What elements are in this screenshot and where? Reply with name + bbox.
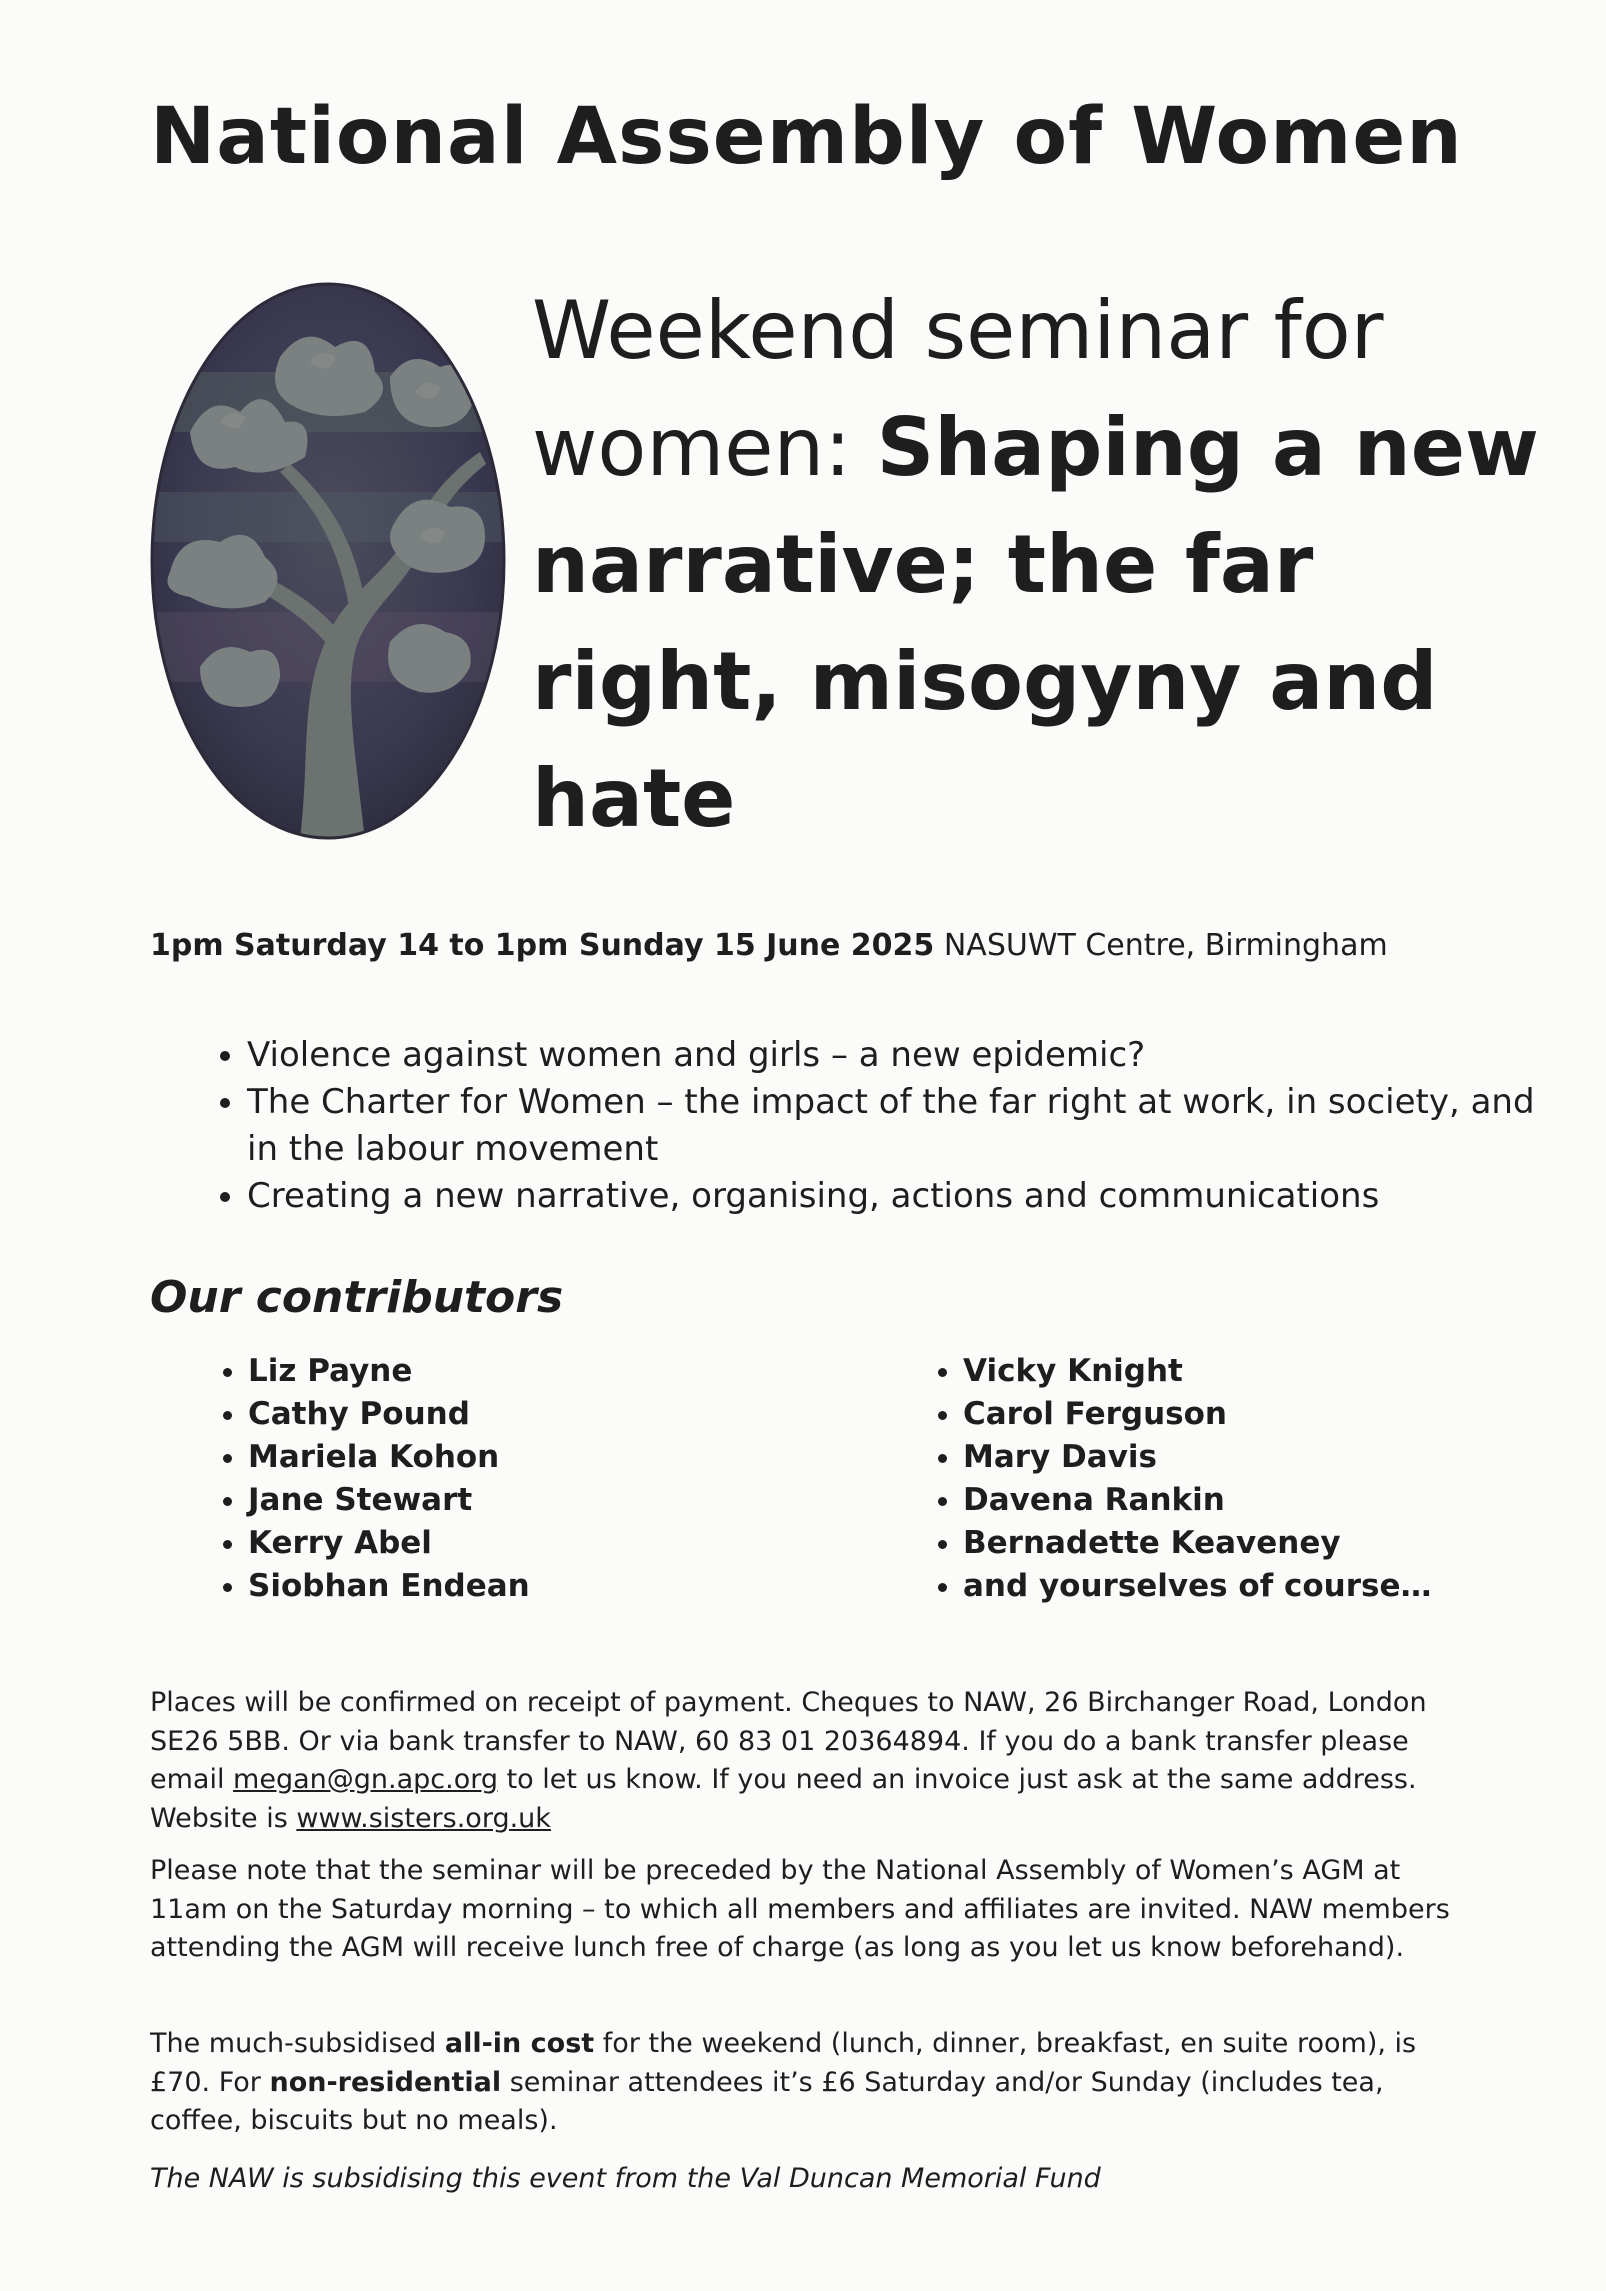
agm-paragraph: Please note that the seminar will be preceded by the National Assembly of Women’s AGM at 11am on the Saturday morning – to which all members and affiliates are invited. NAW members attending the AGM will receive lunch free of charge (as long as you let us know beforehand).	[150, 1855, 1450, 1963]
topic-item: • Creating a new narrative, organising, actions and communications	[247, 1173, 1537, 1220]
contributor-name: • Siobhan Endean	[248, 1565, 768, 1608]
contributor-name: • Liz Payne	[248, 1350, 768, 1393]
website-link[interactable]: www.sisters.org.uk	[296, 1802, 551, 1834]
contributors-heading: Our contributors	[150, 1272, 564, 1323]
payment-paragraph	[150, 1684, 1470, 1838]
cost-text: for the weekend (lunch, dinner, breakfast, en suite room), is £70. For	[150, 2028, 1417, 2098]
contributor-name: • Vicky Knight	[963, 1350, 1603, 1393]
topic-item: • Violence against women and girls – a new epidemic?	[247, 1032, 1537, 1079]
contributor-name: • Carol Ferguson	[963, 1393, 1603, 1436]
contributor-name: • Kerry Abel	[248, 1522, 768, 1565]
cost-highlight: all-in cost	[444, 2028, 595, 2059]
contributors-list-left	[200, 1350, 768, 1608]
oval-tree-logo-icon	[150, 282, 506, 840]
contributor-name: • Mariela Kohon	[248, 1436, 768, 1479]
topic-item: • The Charter for Women – the impact of the far right at work, in society, and in the labour movement	[247, 1079, 1537, 1173]
cost-highlight: non-residential	[269, 2066, 502, 2098]
cost-text: The much-subsidised	[150, 2028, 445, 2059]
topic-list	[195, 1032, 1537, 1220]
contributor-name: • Cathy Pound	[248, 1393, 768, 1436]
payment-text: to let us know. If you need an invoice just ask at the same address. Website is	[150, 1764, 1417, 1834]
contributors-list-right	[915, 1350, 1603, 1608]
funding-note: The NAW is subsidising this event from the Val Duncan Memorial Fund	[150, 2163, 1101, 2194]
organisation-title: National Assembly of Women	[150, 92, 1463, 182]
payment-text: Places will be confirmed on receipt of payment. Cheques to NAW, 26 Birchanger Road, London SE26 5BB. Or via bank transfer to NAW, 60 83 01 20364894. If you do a bank transfer please email	[150, 1687, 1427, 1795]
contributor-name: • Jane Stewart	[248, 1479, 768, 1522]
seminar-title-theme: Shaping a new narrative; the far right, misogyny and hate	[532, 401, 1539, 845]
cost-paragraph	[150, 2025, 1470, 2141]
cost-text: seminar attendees it’s £6 Saturday and/or Sunday (includes tea, coffee, biscuits but no meals).	[150, 2066, 1384, 2136]
seminar-title-intro: Weekend seminar for women:	[532, 284, 1384, 494]
contributor-name: • Bernadette Keaveney	[963, 1522, 1603, 1565]
event-date: 1pm Saturday 14 to 1pm Sunday 15 June 2025	[150, 928, 935, 963]
email-link[interactable]: megan@gn.apc.org	[233, 1764, 498, 1795]
event-date-venue	[150, 928, 1388, 963]
contributor-name: • Mary Davis	[963, 1436, 1603, 1479]
contributor-name: • Davena Rankin	[963, 1479, 1603, 1522]
contributor-name: • and yourselves of course…	[963, 1565, 1603, 1608]
event-venue: NASUWT Centre, Birmingham	[934, 928, 1388, 963]
seminar-title	[532, 272, 1572, 857]
